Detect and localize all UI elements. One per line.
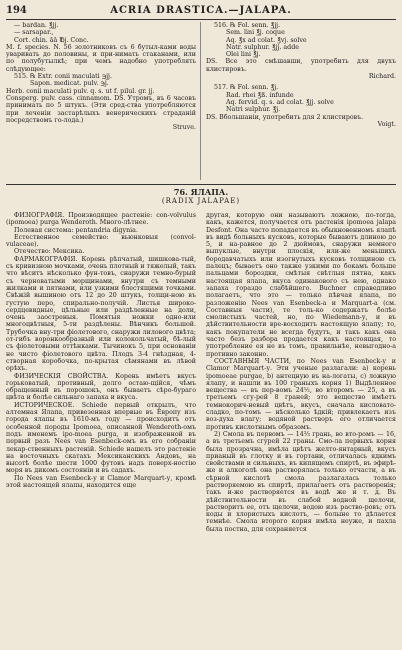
right-prescriptions <box>206 22 396 180</box>
rx-line: 515. ℞ Extr. conii maculati ℈jj. <box>14 73 112 81</box>
rx-text: DS. Все это смѣшавши, употребить для двухъ клистировъ. <box>206 58 396 73</box>
page-title: ACRIA DRASTICA.—JALAPA. <box>110 5 292 16</box>
rx-line: Aq. fervid. q. s. ad colat. ℥jj. solve <box>226 98 334 106</box>
left-prescriptions <box>6 22 196 180</box>
rx-line: Natri sulphur. ℥j. <box>226 106 281 114</box>
paragraph: ФИЗИЧЕСКІЯ СВОЙСТВА. Корень имѣетъ вкусъ горьковатый, противный, долго остаю-щійся, чѣмъ обращенный въ порошокъ, онъ бываетъ сѣро-бураго цвѣта и болѣе сильнаго запаха и вкуса. <box>6 372 196 402</box>
signature: Richard. <box>368 73 396 81</box>
signature: Struve. <box>172 124 196 132</box>
rx-line: Herb. conii maculati pulv. q. s. ut f. pilul. gr. jj. <box>6 87 155 95</box>
paragraph: По Nees van Esenbeck-у и Clamor Marquart-у, кромѣ этой настоящей ялапы, находится еще <box>6 474 196 489</box>
rx-line: — sarsapar., <box>14 29 54 37</box>
signature: Voigt. <box>377 120 396 128</box>
rx-text: DS. Вбольшаніи, употребить для 2 клистировъ. <box>206 113 364 121</box>
rx-line: Sem. lini ℥j. coque <box>226 29 285 37</box>
rx-line: Rad. rhei ℥ß. infunde <box>226 91 294 99</box>
body-right-column <box>206 212 396 644</box>
rx-text: M. f. species. N. 56 золотниковъ съ 6 бутыл-ками воды уваривать до половины, и при-нимать стаканами, или по полубутылкѣ; при чемъ надобно употреблять слѣдующее: <box>6 43 196 73</box>
paragraph: СОСТАВНЫЯ ЧАСТИ, по Nees van Esenbeck-у и Clamor Marquart-у. Эти ученые разлагали: а) корень ipomoeae purgae, b) антецную въ на-логаты, с) ложную ялапу, и нашли въ 100 граныхъ корня 1) Выдѣленное вещества — въ пер-вомъ 24½, во второмъ — 25, а въ третьемъ сгу-рей 8 граней; это вещество имѣетъ темнокорич-невый цвѣтъ, вкусъ, сначала кисловато-сладко, по-томъ — нѣсколько ѣдкій; привлекаетъ изъ воз-духа влагу; водяной растворъ его отличается противъ кислотнымъ образомъ. <box>206 357 396 431</box>
rx-line: 517. ℞ Fol. senn. ℥j. <box>214 84 279 92</box>
paragraph: Отечество: Мексика. <box>14 248 85 256</box>
paragraph: Полевая система: pentandria digynia. <box>14 226 138 234</box>
paragraph: 2) Смола въ первомъ — 14⅔ грань, во вто-ромъ — 16, а въ третьемъ сгурей 22 граны. Смо-ла первыхъ корня была прозрачна, имѣла цвѣтъ желто-янтарный, вкусъ прианый въ глотку и въ гортани, отличалась ядкимъ свойствами и сильныхъ, въ кипящемъ спиртѣ, въ эфирѣ-же и алкоголѣ она растворялась только отчасти, а въ сѣрной кислотѣ смола разлагалась только растворяемою въ спиртѣ, прилагаетъ отъ растворенія; такъ и-же растворяется въ водѣ же и т. д. Въ дѣйствительности въ слабой водной щелочи, растворитъ ее, отъ щелочи, водою изъ раство-ровъ; отъ коды и хлористыхъ кислотъ, — болыне то дѣлается темнѣе. Смола второго корня имѣла неуже, и пахла была постна, для сохраняется <box>206 430 396 533</box>
rx-line: Natr. sulphur. ℥jj. adde <box>226 43 299 51</box>
column-divider <box>200 22 201 180</box>
page-number: 194 <box>6 5 27 16</box>
header-rule <box>6 19 396 20</box>
paragraph: ФАРМАКОГРАФІЯ. Корень рѣпчатый, шишкова-тый, съ кривизною мочками, очень плотный и тяжелый, такъ что вѣситъ нѣсколько фун-товъ, снаружи темно-бурый съ черноватыми морщинами, внутри съ темными жилками и пятнами, или узкими блестящими точками. Свѣжій вышиною отъ 12 до 20 штукъ, толщи-ною въ густую перо, спирально-получій. Листья широко-сердцевидные, цѣльные или раздѣленные на доли, очень заостреныя. Помятыя ножки одно-или многоцвѣтныя, 5-ти раздѣлены. Вѣнчикъ большой. Трубочка вну-три фіолетового, снаружи лилового цвѣта; от-гибъ воронкообразный или колокольчатый, бѣ-лый съ фіолетовыми оттѣнками. Тычинокъ 5, при основаніи не чисто фіолетового цвѣта. Плодъ 3-4 гнѣздная, 4-створная коробочка, по-крытая сѣмянами въ лѣвой орѣхъ. <box>6 255 196 373</box>
rx-line: Sapon. medicat. pulv. ℈j. <box>30 80 109 88</box>
section-number: 76. <box>173 187 188 197</box>
section-heading <box>6 187 396 211</box>
rx-text: Consperg. pulv. cass. cinnamom. DS. Утромъ, въ 6 часовъ принимать по 5 штукъ. (Эти сред-ства употребляются при леченіи застарѣлыхъ венерическихъ страданій посредствомъ го-лода.) <box>6 94 196 124</box>
rx-line: — bardan. ℥jj. <box>14 22 59 29</box>
running-header <box>6 4 396 18</box>
rx-line: Aq. ℥x ad colat. ℥vj. solve <box>226 36 307 44</box>
rx-line: 516. ℞ Fol. senn. ℥jj. <box>214 22 281 29</box>
section-rule <box>6 184 396 185</box>
rx-line: Cort. chin. āā ℔j. Conc. <box>14 36 89 44</box>
rx-line: Olei lini ℥j. <box>226 51 261 59</box>
section-latin: (RADIX JALAPAE) <box>161 197 241 205</box>
paragraph: другая, которую они называютъ ложною, по-тогда, какъ, кажется, получается отъ растенія ipomoea jalapa Desfont. Она часто попадается въ обыкновенномъ ялапѣ въ видѣ больныхъ кусковъ, которые бываютъ длиною до 5, и на-равное до 2 дюймовъ, снаружи немного выпуклые, внутри плоскія, или-же меньшихъ бородавчатыхъ или изогнутыхъ кусковъ толщиною съ палецъ; бываетъ оно также узкими по бокамъ больше пальцами бороздки, смѣтыя свѣтлыя пятна, какъ настоящая ялапа, вкуса одинакового съ нею, однако запаха гораздо слабѣйшего. Buchner справедливо полагаетъ, что это — только пѣвчая ялапа, по разложенію Nees van Esenbeck-а и Marquart-а (см. Составныя части), те толь-ко содержатъ болѣе смолистыхъ частей, но, по Wiedemann-у, и въ дѣйствительности вре-восходитъ настоящую ялапу; то, какъ покупатели не всегда будутъ, и такъ какъ она часто безъ разбора продается какъ настоящая, то употребление ея не въ томъ, правильнѣе, невыгодно-а противно законно. <box>206 212 396 358</box>
section-name: ЯЛАПА. <box>190 187 229 197</box>
paragraph: Естественное семейство: вьюнковыя (convol-vulaceae). <box>6 233 196 249</box>
body-left-column <box>6 212 196 644</box>
paragraph: ИСТОРИЧЕСКОЕ. Schiede первый открылъ, что алтемная Ялапа, привезенная впервые въ Европу изъ города ялапы въ 1610-мъ году — происходитъ отъ особенной породы Ipomoea, описанной Wenderoth-омъ подъ именемъ ipo-moea purga, и изображенной въ первый разъ Nees van Esenbeck-омъ въ его собраніи лекар-ственныхъ растеній. Schiede нашелъ это растеніе на восточныхъ скатахъ Мексиканскихъ Андовъ, на высотѣ болѣе шести 1000 футовъ надъ поверх-ностію моря въ дикомъ состояніи и въ садахъ. <box>6 401 196 475</box>
paragraph: ФИЗІОГРАФІЯ. Производящее растеніе: con-volvulus (ipomoea) purga Wenderoth. Много-лѣтнее. <box>6 212 196 227</box>
